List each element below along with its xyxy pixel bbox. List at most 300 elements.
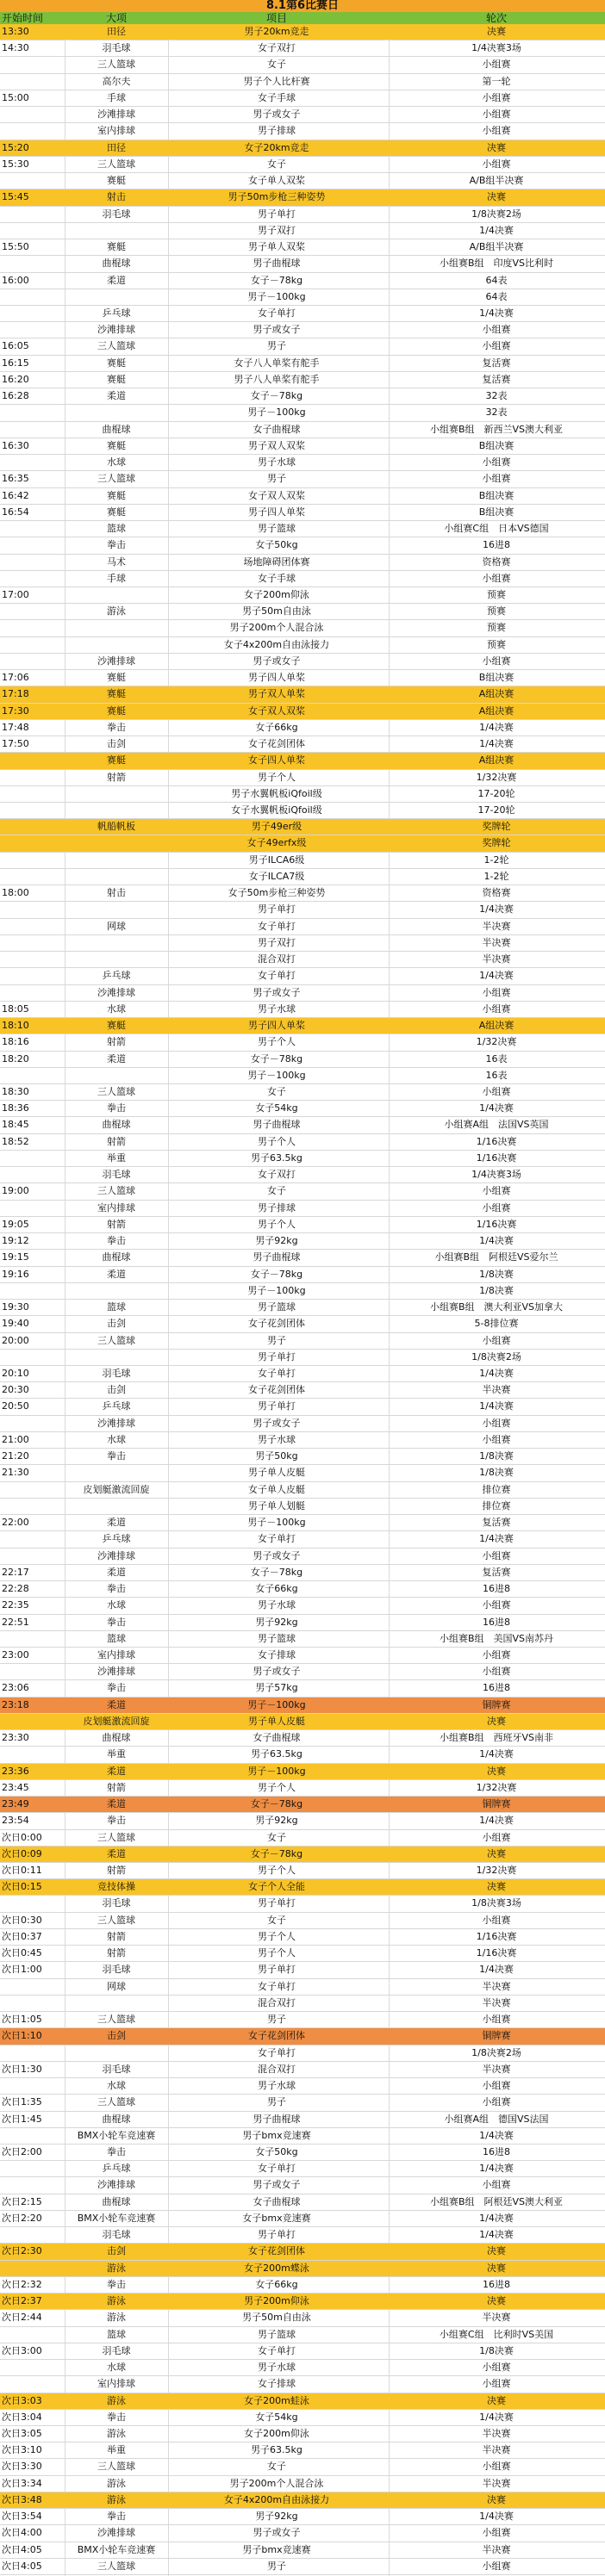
cell-round: 预赛: [487, 622, 506, 634]
cell-start-time: 18:00: [2, 887, 29, 899]
table-row: [0, 40, 605, 57]
cell-event: 女子－78kg: [250, 1566, 303, 1578]
cell-event: 男子双打: [258, 936, 296, 948]
cell-start-time: 次日3:04: [2, 2411, 42, 2423]
cell-event: 男子20km竞走: [244, 26, 309, 37]
cell-event: 男子ILCA6级: [248, 853, 305, 866]
table-row: [0, 140, 605, 157]
cell-sport: [65, 869, 167, 885]
cell-event: 男子个人: [258, 1135, 296, 1147]
cell-round: 1/4决赛: [479, 1533, 514, 1545]
cell-sport: [65, 902, 167, 917]
cell-start-time: 21:00: [2, 1433, 29, 1445]
cell-sport: 拳击: [107, 2511, 126, 2523]
cell-sport: 游泳: [107, 2493, 126, 2505]
cell-event: 男子: [267, 2096, 286, 2108]
cell-start-time: [2, 1283, 64, 1299]
table-row: [0, 2128, 605, 2145]
table-row: [0, 1465, 605, 1481]
cell-round: 16进8: [483, 2278, 510, 2290]
cell-round: 决赛: [487, 2493, 506, 2505]
cell-start-time: 次日0:15: [2, 1881, 42, 1893]
cell-start-time: [2, 123, 64, 139]
cell-round: 小组赛B组 美国VS南苏丹: [439, 1632, 554, 1644]
cell-event: 混合双打: [258, 953, 296, 965]
cell-sport: [65, 289, 167, 305]
table-row: [0, 239, 605, 256]
cell-start-time: 次日3:00: [2, 2344, 42, 2356]
cell-start-time: 17:48: [2, 721, 29, 733]
table-row: [0, 2443, 605, 2459]
cell-start-time: 15:45: [2, 191, 29, 203]
cell-event: 女子单打: [258, 970, 296, 982]
cell-round: 1/8决赛: [479, 2344, 514, 2356]
cell-round: 1/4决赛: [479, 1400, 514, 1412]
cell-event: 男子个人: [258, 771, 296, 783]
cell-event: 男子个人: [258, 1865, 296, 1877]
cell-event: 男子－100kg: [247, 1069, 306, 1081]
cell-event: 女子个人全能: [248, 1881, 305, 1893]
table-row: [0, 1664, 605, 1680]
table-row: [0, 1714, 605, 1730]
cell-sport: 乒乓球: [102, 1533, 131, 1545]
cell-round: 复活赛: [482, 373, 511, 385]
cell-start-time: 次日3:34: [2, 2477, 42, 2489]
cell-event: 男子个人: [258, 1781, 296, 1793]
cell-start-time: 次日3:30: [2, 2461, 42, 2473]
table-row: [0, 2277, 605, 2294]
cell-round: 小组赛: [482, 324, 511, 336]
cell-sport: [65, 786, 167, 802]
cell-event: 男子57kg: [255, 1682, 298, 1694]
cell-event: 女子－78kg: [250, 1052, 303, 1065]
cell-sport: [65, 952, 167, 967]
table-row: [0, 835, 605, 852]
cell-start-time: [2, 1499, 64, 1514]
table-row: [0, 968, 605, 984]
cell-event: 男子或女子: [253, 655, 301, 667]
cell-sport: 拳击: [107, 1235, 126, 1247]
table-row: [0, 207, 605, 223]
cell-event: 男子个人: [258, 1036, 296, 1048]
cell-round: 小组赛: [482, 1086, 511, 1097]
cell-start-time: [2, 571, 64, 587]
cell-round: 16进8: [483, 2146, 510, 2157]
cell-event: 男子或女子: [253, 1417, 301, 1429]
cell-event: 男子单打: [258, 208, 296, 220]
cell-round: 小组赛: [482, 1002, 511, 1015]
cell-start-time: 15:20: [2, 141, 29, 153]
cell-round: 1/4决赛: [479, 721, 514, 733]
table-row: [0, 704, 605, 720]
cell-event: 女子54kg: [255, 2411, 298, 2423]
header-start-time: 开始时间: [2, 12, 44, 24]
table-row: [0, 1167, 605, 1183]
table-row: [0, 819, 605, 835]
table-row: [0, 1250, 605, 1266]
cell-round: 1/16决赛: [476, 1947, 517, 1959]
cell-sport: 沙滩排球: [97, 2179, 135, 2191]
cell-start-time: [2, 985, 64, 1001]
cell-sport: 游泳: [107, 2312, 126, 2324]
cell-sport: 网球: [107, 920, 126, 932]
table-row: [0, 57, 605, 73]
cell-round: 决赛: [487, 2245, 506, 2257]
cell-sport: [65, 1996, 167, 2011]
cell-round: 16表: [485, 1069, 508, 1081]
cell-event: 女子曲棍球: [253, 2195, 301, 2207]
cell-sport: 沙滩排球: [97, 2527, 135, 2539]
cell-sport: 柔道: [107, 1765, 126, 1777]
table-row: [0, 388, 605, 405]
cell-event: 男子单人皮艇: [248, 1715, 305, 1727]
header-sport: 大项: [105, 12, 127, 24]
cell-event: 男子－100kg: [247, 1517, 306, 1529]
cell-event: 男子双打: [258, 224, 296, 236]
table-row: [0, 1052, 605, 1068]
table-row: [0, 2244, 605, 2260]
cell-sport: 羽毛球: [102, 1964, 131, 1976]
cell-round: 1/32决赛: [476, 1036, 517, 1048]
cell-sport: 水球: [107, 2362, 126, 2374]
cell-event: 男子bmx竞速赛: [242, 2129, 311, 2141]
cell-start-time: 次日0:11: [2, 1865, 42, 1877]
table-row: [0, 123, 605, 140]
cell-round: 资格赛: [482, 556, 511, 568]
cell-round: 小组赛: [482, 91, 511, 103]
cell-sport: [65, 803, 167, 818]
cell-start-time: [2, 1151, 64, 1166]
cell-start-time: 次日2:37: [2, 2295, 42, 2307]
cell-event: 男子排球: [258, 125, 296, 137]
cell-start-time: [2, 173, 64, 189]
table-row: [0, 273, 605, 289]
cell-round: 17-20轮: [477, 804, 515, 816]
table-row: [0, 620, 605, 636]
cell-round: A/B组半决赛: [469, 241, 524, 253]
cell-event: 男子50m自由泳: [242, 605, 311, 618]
table-row: [0, 1201, 605, 1217]
cell-start-time: [2, 422, 64, 438]
cell-event: 女子4x200m自由泳接力: [223, 2493, 330, 2505]
cell-round: 小组赛A组 法国VS英国: [444, 1119, 549, 1131]
header-round: 轮次: [485, 12, 507, 24]
cell-event: 男子水球: [258, 1599, 296, 1611]
cell-round: 半决赛: [482, 2063, 511, 2075]
cell-event: 男子或女子: [253, 1549, 301, 1561]
cell-event: 男子: [267, 340, 286, 352]
cell-sport: 射击: [107, 887, 126, 899]
cell-round: 小组赛: [482, 1648, 511, 1660]
table-row: [0, 1117, 605, 1133]
cell-event: 男子曲棍球: [253, 1251, 301, 1263]
cell-sport: 击剑: [107, 2030, 126, 2042]
cell-sport: [65, 1499, 167, 1514]
cell-sport: [65, 2045, 167, 2061]
table-row: [0, 306, 605, 322]
cell-sport: 羽毛球: [102, 208, 131, 220]
cell-sport: BMX小轮车竞速赛: [77, 2543, 156, 2555]
cell-event: 男子－100kg: [247, 1698, 306, 1710]
cell-event: 女子单打: [258, 1533, 296, 1545]
cell-start-time: [2, 2078, 64, 2094]
cell-sport: 拳击: [107, 721, 126, 733]
cell-sport: 赛艇: [107, 241, 126, 253]
cell-event: 女子: [267, 1086, 286, 1097]
cell-sport: 曲棍球: [102, 2113, 131, 2125]
cell-event: 女子水翼帆板iQfoil级: [231, 804, 322, 816]
cell-sport: 三人篮球: [97, 340, 135, 352]
cell-sport: 沙滩排球: [97, 1417, 135, 1429]
cell-event: 女子单打: [258, 1367, 296, 1379]
cell-event: 女子bmx竞速赛: [242, 2212, 311, 2224]
cell-event: 男子单打: [258, 1897, 296, 1909]
cell-event: 混合双打: [258, 2063, 296, 2075]
cell-sport: 游泳: [107, 2262, 126, 2274]
cell-start-time: 次日2:30: [2, 2245, 42, 2257]
cell-start-time: 16:15: [2, 357, 29, 369]
cell-event: 男子水球: [258, 2080, 296, 2092]
cell-sport: 射箭: [107, 1947, 126, 1959]
cell-sport: 沙滩排球: [97, 324, 135, 336]
cell-event: 男子个人: [258, 1218, 296, 1230]
cell-event: 男子: [267, 2560, 286, 2572]
cell-round: 1-2轮: [483, 853, 509, 866]
table-row: [0, 604, 605, 620]
cell-round: 小组赛: [482, 2362, 511, 2374]
cell-event: 男子－100kg: [247, 290, 306, 302]
cell-round: 5-8排位赛: [474, 1318, 519, 1330]
cell-start-time: 18:16: [2, 1036, 29, 1048]
cell-start-time: 14:30: [2, 42, 29, 54]
cell-sport: 柔道: [107, 1847, 126, 1859]
cell-event: 男子92kg: [255, 1616, 298, 1628]
table-row: [0, 985, 605, 1002]
cell-start-time: [2, 1482, 64, 1498]
cell-round: 铜牌赛: [482, 1798, 511, 1810]
cell-event: 女子: [267, 59, 286, 71]
cell-start-time: [2, 1201, 64, 1216]
cell-start-time: 次日3:05: [2, 2427, 42, 2439]
table-row: [0, 189, 605, 206]
cell-event: 男子单打: [258, 903, 296, 916]
cell-round: 1/4决赛: [479, 2212, 514, 2224]
cell-start-time: 19:15: [2, 1251, 29, 1263]
cell-round: 1/16决赛: [476, 1151, 517, 1164]
table-row: [0, 1780, 605, 1797]
cell-event: 男子50kg: [255, 1450, 298, 1462]
cell-round: 小组赛: [482, 2096, 511, 2108]
cell-event: 女子4x200m自由泳接力: [223, 638, 330, 650]
table-row: [0, 1896, 605, 1912]
cell-round: 1/4决赛: [479, 2129, 514, 2141]
cell-round: B组决赛: [478, 506, 515, 518]
cell-round: 1/16决赛: [476, 1930, 517, 1942]
cell-sport: 柔道: [107, 1517, 126, 1529]
cell-start-time: [2, 1549, 64, 1564]
cell-sport: 拳击: [107, 1583, 126, 1595]
cell-round: 复活赛: [482, 357, 511, 369]
cell-round: 17-20轮: [477, 787, 515, 799]
cell-sport: 赛艇: [107, 705, 126, 717]
cell-event: 女子花剑团体: [248, 1318, 305, 1330]
cell-start-time: 15:50: [2, 241, 29, 253]
cell-start-time: 20:30: [2, 1384, 29, 1396]
cell-round: 1-2轮: [483, 870, 509, 882]
table-row: [0, 2161, 605, 2177]
cell-sport: 赛艇: [107, 439, 126, 451]
cell-event: 女子单打: [258, 2046, 296, 2058]
cell-round: 1/8决赛: [479, 1450, 514, 1462]
cell-start-time: [2, 968, 64, 984]
cell-event: 女子－78kg: [250, 274, 303, 286]
cell-start-time: 次日1:10: [2, 2030, 42, 2042]
cell-round: 1/8决赛: [479, 1284, 514, 1296]
cell-sport: 三人篮球: [97, 2560, 135, 2572]
cell-sport: [65, 853, 167, 868]
cell-round: 1/4决赛3场: [471, 1169, 521, 1181]
cell-round: 小组赛: [482, 59, 511, 71]
cell-sport: 沙滩排球: [97, 655, 135, 667]
cell-sport: 室内排球: [97, 1648, 135, 1660]
cell-event: 男子200m个人混合泳: [229, 622, 324, 634]
cell-start-time: [2, 1664, 64, 1679]
cell-start-time: 次日3:03: [2, 2394, 42, 2406]
table-row: [0, 736, 605, 753]
cell-start-time: [2, 537, 64, 553]
table-row: [0, 1151, 605, 1167]
cell-sport: 柔道: [107, 390, 126, 402]
cell-round: 1/8决赛2场: [471, 1350, 521, 1362]
cell-start-time: 次日3:10: [2, 2444, 42, 2456]
cell-start-time: 16:20: [2, 373, 29, 385]
table-row: [0, 1002, 605, 1018]
cell-event: 女子－78kg: [250, 1268, 303, 1280]
table-row: [0, 1698, 605, 1714]
cell-sport: 三人篮球: [97, 1914, 135, 1926]
cell-sport: 水球: [107, 1002, 126, 1015]
cell-event: 女子50m步枪三种姿势: [228, 887, 326, 899]
cell-event: 男子水球: [258, 2362, 296, 2374]
cell-round: 小组赛: [482, 1831, 511, 1843]
table-row: [0, 1068, 605, 1084]
cell-round: 小组赛A组 德国VS法国: [444, 2113, 549, 2125]
table-row: [0, 256, 605, 272]
table-row: [0, 571, 605, 587]
cell-round: B组决赛: [478, 439, 515, 451]
cell-start-time: 次日0:09: [2, 1847, 42, 1859]
table-row: [0, 157, 605, 173]
cell-round: 16进8: [483, 539, 510, 551]
cell-event: 女子ILCA7级: [248, 870, 305, 882]
cell-start-time: 22:17: [2, 1566, 29, 1578]
cell-sport: 赛艇: [107, 373, 126, 385]
cell-sport: 羽毛球: [102, 1897, 131, 1909]
cell-round: 1/8决赛2场: [471, 2046, 521, 2058]
table-row: [0, 1300, 605, 1316]
cell-start-time: [2, 620, 64, 636]
cell-sport: 游泳: [107, 605, 126, 618]
cell-start-time: 次日0:45: [2, 1947, 42, 1959]
table-row: [0, 1382, 605, 1399]
cell-round: 小组赛C组 日本VS德国: [444, 523, 549, 535]
cell-sport: 乒乓球: [102, 970, 131, 982]
cell-event: 男子－100kg: [247, 407, 306, 419]
table-row: [0, 2476, 605, 2492]
cell-event: 女子单打: [258, 307, 296, 319]
cell-sport: 水球: [107, 1433, 126, 1445]
table-row: [0, 1399, 605, 1415]
cell-event: 女子双打: [258, 42, 296, 54]
cell-round: 1/4决赛: [479, 2511, 514, 2523]
table-row: [0, 1183, 605, 1200]
cell-event: 女子49erfx级: [246, 837, 307, 849]
cell-round: 决赛: [487, 1765, 506, 1777]
cell-round: 小组赛: [482, 1201, 511, 1214]
table-row: [0, 902, 605, 918]
cell-round: 1/4决赛: [479, 307, 514, 319]
cell-round: 半决赛: [482, 2444, 511, 2456]
cell-round: A组决赛: [478, 688, 515, 700]
cell-round: A/B组半决赛: [469, 175, 524, 187]
cell-event: 女子200m仰泳: [244, 588, 309, 600]
table-row: [0, 686, 605, 703]
cell-start-time: 次日3:48: [2, 2493, 42, 2505]
table-row: [0, 1350, 605, 1366]
cell-start-time: [2, 1531, 64, 1547]
cell-round: 小组赛B组 新西兰VS澳大利亚: [429, 423, 564, 435]
cell-event: 女子200m蝶泳: [244, 2262, 309, 2274]
cell-event: 女子双打: [258, 1169, 296, 1181]
table-row: [0, 2194, 605, 2211]
cell-start-time: 17:06: [2, 672, 29, 684]
cell-sport: [65, 223, 167, 239]
table-row: [0, 322, 605, 338]
cell-sport: 曲棍球: [102, 423, 131, 435]
cell-start-time: [2, 322, 64, 338]
cell-event: 男子个人: [258, 1930, 296, 1942]
cell-start-time: [2, 405, 64, 420]
cell-start-time: 13:30: [2, 26, 29, 37]
cell-event: 女子花剑团体: [248, 738, 305, 750]
cell-sport: 赛艇: [107, 688, 126, 700]
cell-event: 混合双打: [258, 1996, 296, 2008]
cell-start-time: [2, 1631, 64, 1647]
cell-event: 男子单打: [258, 2229, 296, 2241]
cell-start-time: [2, 2327, 64, 2343]
cell-event: 女子花剑团体: [248, 2245, 305, 2257]
table-row: [0, 1598, 605, 1614]
cell-round: 小组赛: [482, 340, 511, 352]
table-row: [0, 869, 605, 885]
cell-start-time: 21:20: [2, 1450, 29, 1462]
cell-round: 小组赛: [482, 1914, 511, 1926]
cell-start-time: 次日1:05: [2, 2014, 42, 2026]
table-row: [0, 1680, 605, 1697]
cell-event: 男子曲棍球: [253, 2113, 301, 2125]
cell-start-time: [2, 902, 64, 917]
cell-event: 女子: [267, 1914, 286, 1926]
table-row: [0, 471, 605, 487]
cell-round: 1/4决赛: [479, 1964, 514, 1976]
cell-sport: BMX小轮车竞速赛: [77, 2212, 156, 2224]
table-row: [0, 223, 605, 239]
cell-start-time: [2, 770, 64, 785]
cell-event: 男子92kg: [255, 1235, 298, 1247]
cell-sport: 篮球: [107, 1632, 126, 1644]
cell-round: 1/32决赛: [476, 1781, 517, 1793]
cell-event: 男子63.5kg: [251, 1151, 302, 1164]
